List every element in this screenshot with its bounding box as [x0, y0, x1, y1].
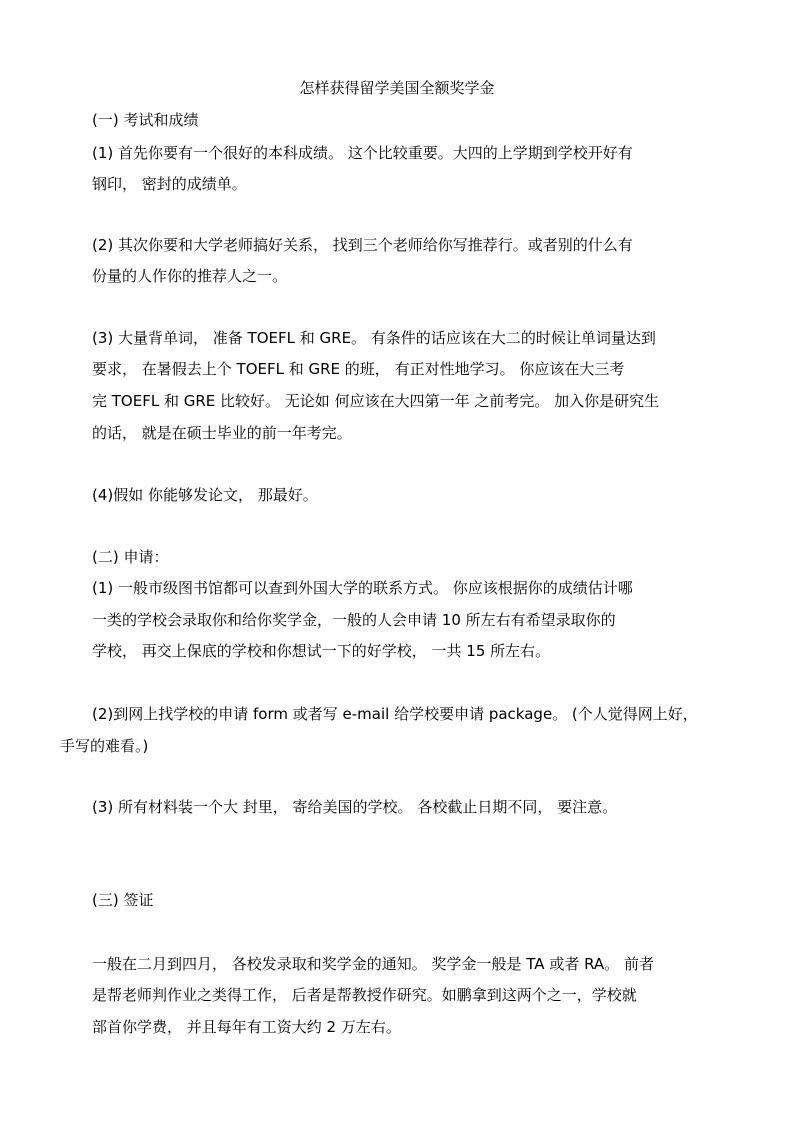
paragraph-line: 是帮老师判作业之类得工作， 后者是帮教授作研究。如鹏拿到这两个之一，学校就	[92, 986, 637, 1004]
paragraph-line: 的话， 就是在硕士毕业的前一年考完。	[92, 424, 352, 442]
paragraph-line: 一类的学校会录取你和给你奖学金，一般的人会申请 10 所左右有希望录取你的	[92, 611, 616, 629]
paragraph-line: 份量的人作你的推荐人之一。	[92, 267, 288, 285]
paragraph-line: (2) 其次你要和大学老师搞好关系， 找到三个老师给你写推荐行。或者别的什么有	[92, 236, 633, 254]
paragraph-line: (3) 所有材料装一个大 封里， 寄给美国的学校。 各校截止日期不同， 要注意。	[92, 798, 618, 816]
section-heading-visa: (三) 签证	[92, 891, 154, 909]
document-title: 怎样获得留学美国全额奖学金	[299, 79, 495, 97]
paragraph-line: 学校， 再交上保底的学校和你想试一下的好学校， 一共 15 所左右。	[92, 642, 551, 660]
paragraph-line: (1) 一般市级图书馆都可以查到外国大学的联系方式。 你应该根据你的成绩估计哪	[92, 579, 633, 597]
paragraph-line: (4)假如 你能够发论文， 那最好。	[92, 486, 318, 504]
paragraph-line: 钢印， 密封的成绩单。	[92, 175, 247, 193]
paragraph-line: (3) 大量背单词， 准备 TOEFL 和 GRE。 有条件的话应该在大二的时候让单词量达到	[92, 329, 656, 347]
section-heading-exams: (一) 考试和成绩	[92, 111, 199, 129]
paragraph-line: 一般在二月到四月， 各校发录取和奖学金的通知。 奖学金一般是 TA 或者 RA。 前者	[92, 955, 654, 973]
paragraph-line: (2)到网上找学校的申请 form 或者写 e-mail 给学校要申请 package。 (个人觉得网上好，	[92, 705, 698, 723]
paragraph-line: 手写的难看。)	[60, 737, 149, 755]
section-heading-application: (二) 申请：	[92, 548, 169, 566]
paragraph-line: 部首你学费， 并且每年有工资大约 2 万左右。	[92, 1018, 401, 1036]
paragraph-line: 要求， 在暑假去上个 TOEFL 和 GRE 的班， 有正对性地学习。 你应该在大三考	[92, 360, 625, 378]
paragraph-line: (1) 首先你要有一个很好的本科成绩。 这个比较重要。大四的上学期到学校开好有	[92, 144, 633, 162]
paragraph-line: 完 TOEFL 和 GRE 比较好。 无论如 何应该在大四第一年 之前考完。 加入你是研究生	[92, 392, 660, 410]
